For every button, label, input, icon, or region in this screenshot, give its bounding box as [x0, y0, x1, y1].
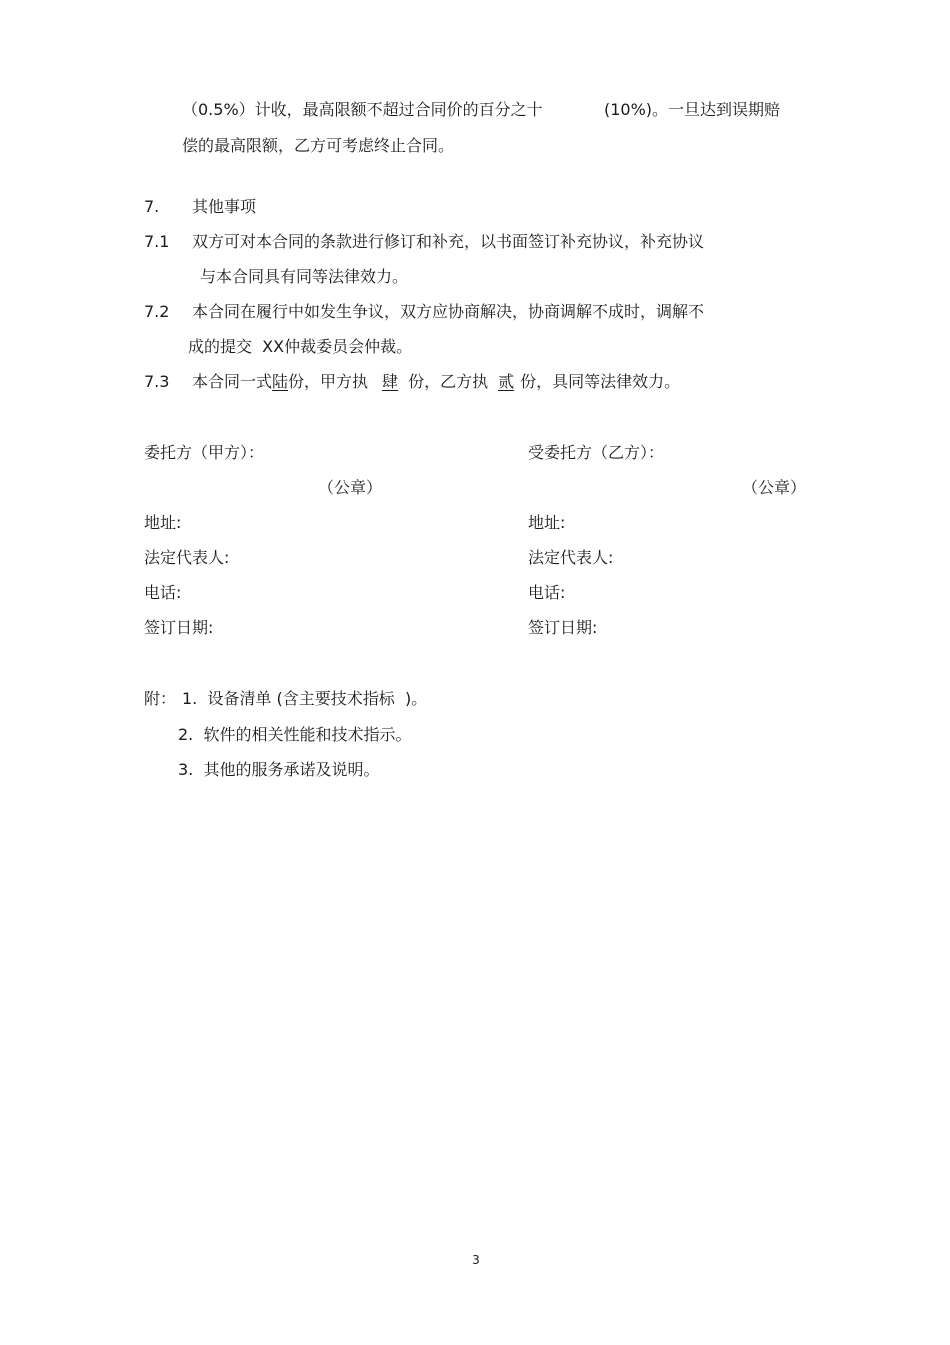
party-a-label: 委托方（甲方）： [144, 443, 265, 462]
party-a-legal-rep: 法定代表人: [144, 548, 230, 567]
party-a-phone: 电话: [144, 583, 182, 602]
appendix-item-1: 1. 设备清单 (含主要技术指标 )。 [182, 689, 428, 708]
party-a-address: 地址: [144, 513, 182, 532]
section-7-title: 其他事项 [192, 197, 257, 216]
clause-7-3-part-1: 本合同一式 [192, 372, 273, 391]
clause-7-1-number: 7.1 [144, 232, 170, 251]
clause-7-3-part-4: 份，具同等法律效力。 [520, 372, 681, 391]
party-b-legal-rep: 法定代表人: [528, 548, 614, 567]
continuation-line-2: 偿的最高限额，乙方可考虑终止合同。 [182, 136, 455, 155]
clause-7-3-number: 7.3 [144, 372, 170, 391]
clause-7-1-line-1: 双方可对本合同的条款进行修订和补充，以书面签订补充协议，补充协议 [192, 232, 705, 251]
clause-7-1-line-2: 与本合同具有同等法律效力。 [200, 267, 409, 286]
appendix-label: 附： [144, 689, 177, 708]
party-b-label: 受委托方（乙方）： [528, 443, 665, 462]
continuation-line-1 [182, 100, 543, 120]
appendix-item-2: 2. 软件的相关性能和技术指示。 [178, 725, 412, 744]
clause-7-3-part-2: 份，甲方执 [288, 372, 369, 391]
continuation-text-b: (10%)。一旦达到误期赔 [604, 100, 781, 119]
clause-7-2-number: 7.2 [144, 302, 170, 321]
party-b-phone: 电话: [528, 583, 566, 602]
party-a-seal: （公章） [318, 478, 383, 497]
copies-party-b: 贰 [498, 372, 515, 391]
clause-7-2-line-1: 本合同在履行中如发生争议，双方应协商解决，协商调解不成时，调解不 [192, 302, 705, 321]
party-b-sign-date: 签订日期: [528, 618, 598, 637]
party-b-seal: （公章） [742, 478, 807, 497]
section-7-number: 7. [144, 197, 160, 216]
clause-7-3-part-3: 份，乙方执 [408, 372, 489, 391]
clause-7-3-text [192, 372, 680, 392]
appendix-item-3: 3. 其他的服务承诺及说明。 [178, 760, 380, 779]
copies-party-a: 肆 [382, 372, 399, 391]
party-a-sign-date: 签订日期: [144, 618, 214, 637]
continuation-text-a: （0.5%）计收，最高限额不超过合同价的百分之十 [182, 100, 543, 119]
copies-total: 陆 [272, 372, 289, 391]
clause-7-2-line-2: 成的提交 XX仲裁委员会仲裁。 [188, 337, 413, 356]
page-number: 3 [472, 1253, 480, 1267]
continuation-line-1b [604, 100, 780, 120]
party-b-address: 地址: [528, 513, 566, 532]
